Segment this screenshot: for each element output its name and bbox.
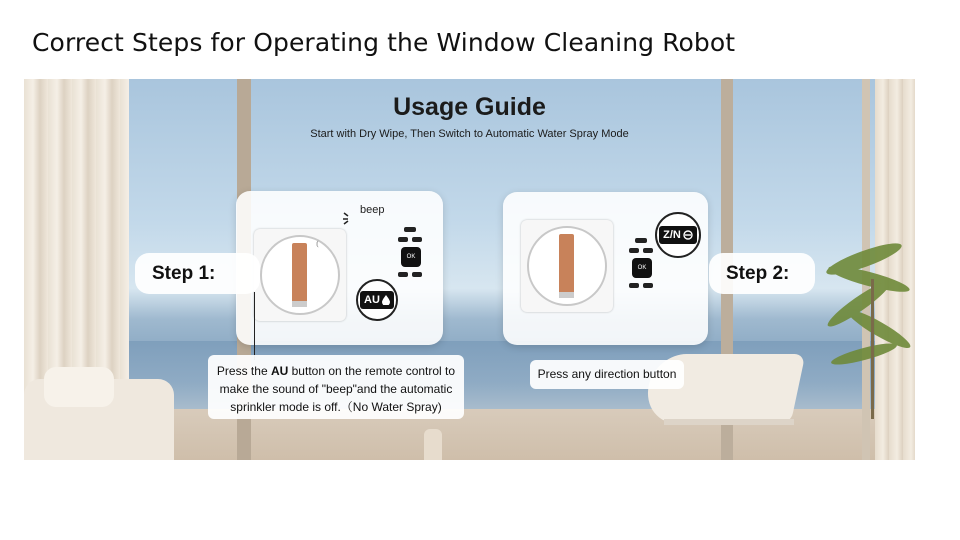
remote-key bbox=[635, 238, 647, 243]
step2-label: Step 2: bbox=[709, 253, 815, 294]
robot-handle-foot bbox=[292, 301, 307, 307]
remote-key bbox=[643, 248, 653, 253]
stool bbox=[424, 429, 442, 460]
remote-key bbox=[412, 237, 422, 242]
remote-key bbox=[629, 248, 639, 253]
robot-handle bbox=[292, 243, 307, 303]
remote-key bbox=[404, 227, 416, 232]
au-button-label: AU bbox=[364, 294, 380, 306]
signal-icon: ⦅ bbox=[316, 239, 319, 248]
sound-icon bbox=[342, 211, 356, 225]
water-drop-icon bbox=[382, 295, 390, 305]
guide-header bbox=[24, 93, 915, 140]
step1-note bbox=[208, 355, 464, 419]
remote-key bbox=[398, 272, 408, 277]
remote-key bbox=[412, 272, 422, 277]
remote-control bbox=[627, 238, 657, 298]
lounge-chair-base bbox=[664, 419, 794, 425]
ok-label: OK bbox=[637, 265, 647, 271]
beep-label: beep bbox=[360, 204, 385, 216]
step1-note-post: button on the remote control to make the sound of "beep"and the automatic sprinkler mode is off.（No Water Spray) bbox=[219, 364, 456, 414]
zn-button-callout bbox=[655, 212, 701, 258]
no-spray-icon bbox=[683, 230, 693, 240]
robot-handle-foot bbox=[559, 292, 574, 298]
step1-note-bold: AU bbox=[270, 364, 289, 378]
step2-panel bbox=[503, 192, 708, 345]
slide-title: Correct Steps for Operating the Window Cleaning Robot bbox=[32, 28, 736, 57]
ok-label: OK bbox=[406, 254, 416, 260]
guide-subtitle: Start with Dry Wipe, Then Switch to Automatic Water Spray Mode bbox=[310, 128, 629, 140]
zn-button-label: Z/N bbox=[663, 229, 681, 241]
step1-note-pre: Press the bbox=[216, 364, 271, 378]
step1-label: Step 1: bbox=[135, 253, 260, 294]
remote-key bbox=[629, 283, 639, 288]
remote-ok-pad bbox=[401, 247, 421, 267]
guide-title: Usage Guide bbox=[393, 93, 546, 121]
remote-key bbox=[643, 283, 653, 288]
step2-note: Press any direction button bbox=[530, 360, 684, 389]
sofa-cushion bbox=[44, 367, 114, 407]
au-button bbox=[360, 291, 394, 309]
usage-guide-banner bbox=[24, 79, 915, 460]
zn-button bbox=[659, 226, 697, 244]
remote-ok-pad bbox=[632, 258, 652, 278]
step1-panel bbox=[236, 191, 443, 345]
remote-key bbox=[398, 237, 408, 242]
au-button-callout bbox=[356, 279, 398, 321]
robot-handle bbox=[559, 234, 574, 294]
remote-control bbox=[396, 227, 426, 287]
callout-connector bbox=[254, 292, 255, 360]
plant-icon bbox=[809, 219, 915, 419]
